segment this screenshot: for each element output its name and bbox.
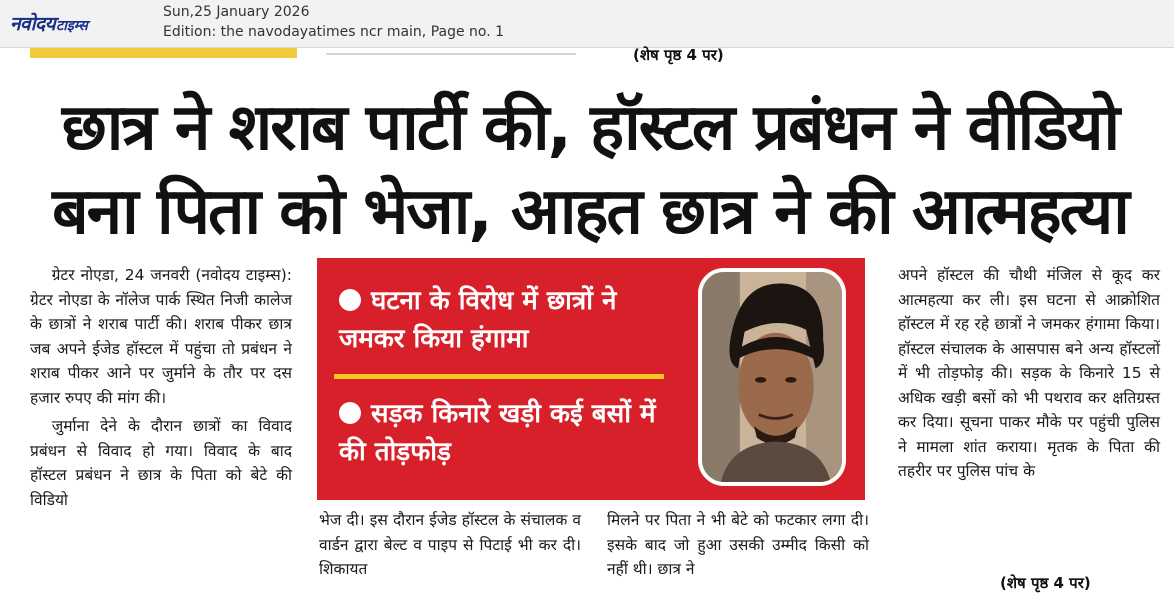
highlight-item-2-text: सड़क किनारे खड़ी कई बसों में की तोड़फोड़ [339,399,656,467]
portrait-photo [698,268,846,486]
article-headline [20,86,1160,254]
column-2-paragraph: भेज दी। इस दौरान ईजेड हॉस्टल के संचालक व वार्डन द्वारा बेल्ट व पाइप से पिटाई भी कर दी। शिकायत [319,511,581,578]
highlight-divider [334,374,664,379]
edition-date: Sun,25 January 2026 [163,4,310,20]
headline-line-2: बना पिता को भेजा, आहत छात्र ने की आत्महत्या [52,175,1128,249]
bullet-icon [339,402,361,424]
column-3-paragraph: मिलने पर पिता ने भी बेटे को फटकार लगा दी। इसके बाद जो हुआ उसकी उम्मीद किसी को नहीं थी। छात्र ने [607,511,869,578]
article-column-1 [30,263,292,516]
bullet-icon [339,289,361,311]
column-1-paragraph-2: जुर्माना देने के दौरान छात्रों का विवाद प्रबंधन से विवाद हो गया। विवाद के बाद हॉस्टल प्रबंधन ने छात्र के पिता को बेटे की विडियो [30,417,292,509]
logo-sub-text: टाइम्स [56,18,88,34]
highlight-item-1 [339,282,679,358]
article-column-4 [898,263,1160,488]
clipped-previous-article [326,45,576,55]
highlight-item-1-text: घटना के विरोध में छात्रों ने जमकर किया हंगामा [339,286,617,354]
continued-note-top: (शेष पृष्ठ 4 पर) [633,46,724,64]
highlight-item-2 [339,395,679,471]
continued-note-bottom: (शेष पृष्ठ 4 पर) [1000,574,1091,592]
decorative-strip [30,48,297,58]
article-column-3 [607,508,869,586]
portrait-photo-icon [702,272,842,482]
edition-info: Edition: the navodayatimes ncr main, Page no. 1 [163,24,505,40]
logo-main-text: नवोदय [10,13,56,35]
headline-line-1: छात्र ने शराब पार्टी की, हॉस्टल प्रबंधन ने वीडियो [61,91,1119,165]
newspaper-logo[interactable] [10,10,88,36]
edition-header [0,0,1174,48]
article-column-2 [319,508,581,586]
column-4-paragraph: अपने हॉस्टल की चौथी मंजिल से कूद कर आत्महत्या कर ली। इस घटना से आक्रोशित हॉस्टल में रह रहे छात्रों ने जमकर हंगामा किया। हॉस्टल संचालक के आसपास बने अन्य हॉस्टलों में भी तोड़फोड़ की। सड़क के किनारे 15 से अधिक खड़ी बसों को भी पथराव कर क्षतिग्रस्त कर दिया। सूचना पाकर मौके पर पहुंची पुलिस ने मामला शांत कराया। मृतक के पिता की तहरीर पर पुलिस पांच के [898,266,1160,480]
column-1-paragraph-1: ग्रेटर नोएडा, 24 जनवरी (नवोदय टाइम्स): ग्रेटर नोएडा के नॉलेज पार्क स्थित निजी कालेज के छात्रों ने शराब पार्टी की। शराब पीकर छात्र जब अपने ईजेड हॉस्टल में पहुंचा तो प्रबंधन ने शराब पीकर आने पर जुर्माने के तौर पर दस हजार रुपए की मांग की। [30,266,292,407]
